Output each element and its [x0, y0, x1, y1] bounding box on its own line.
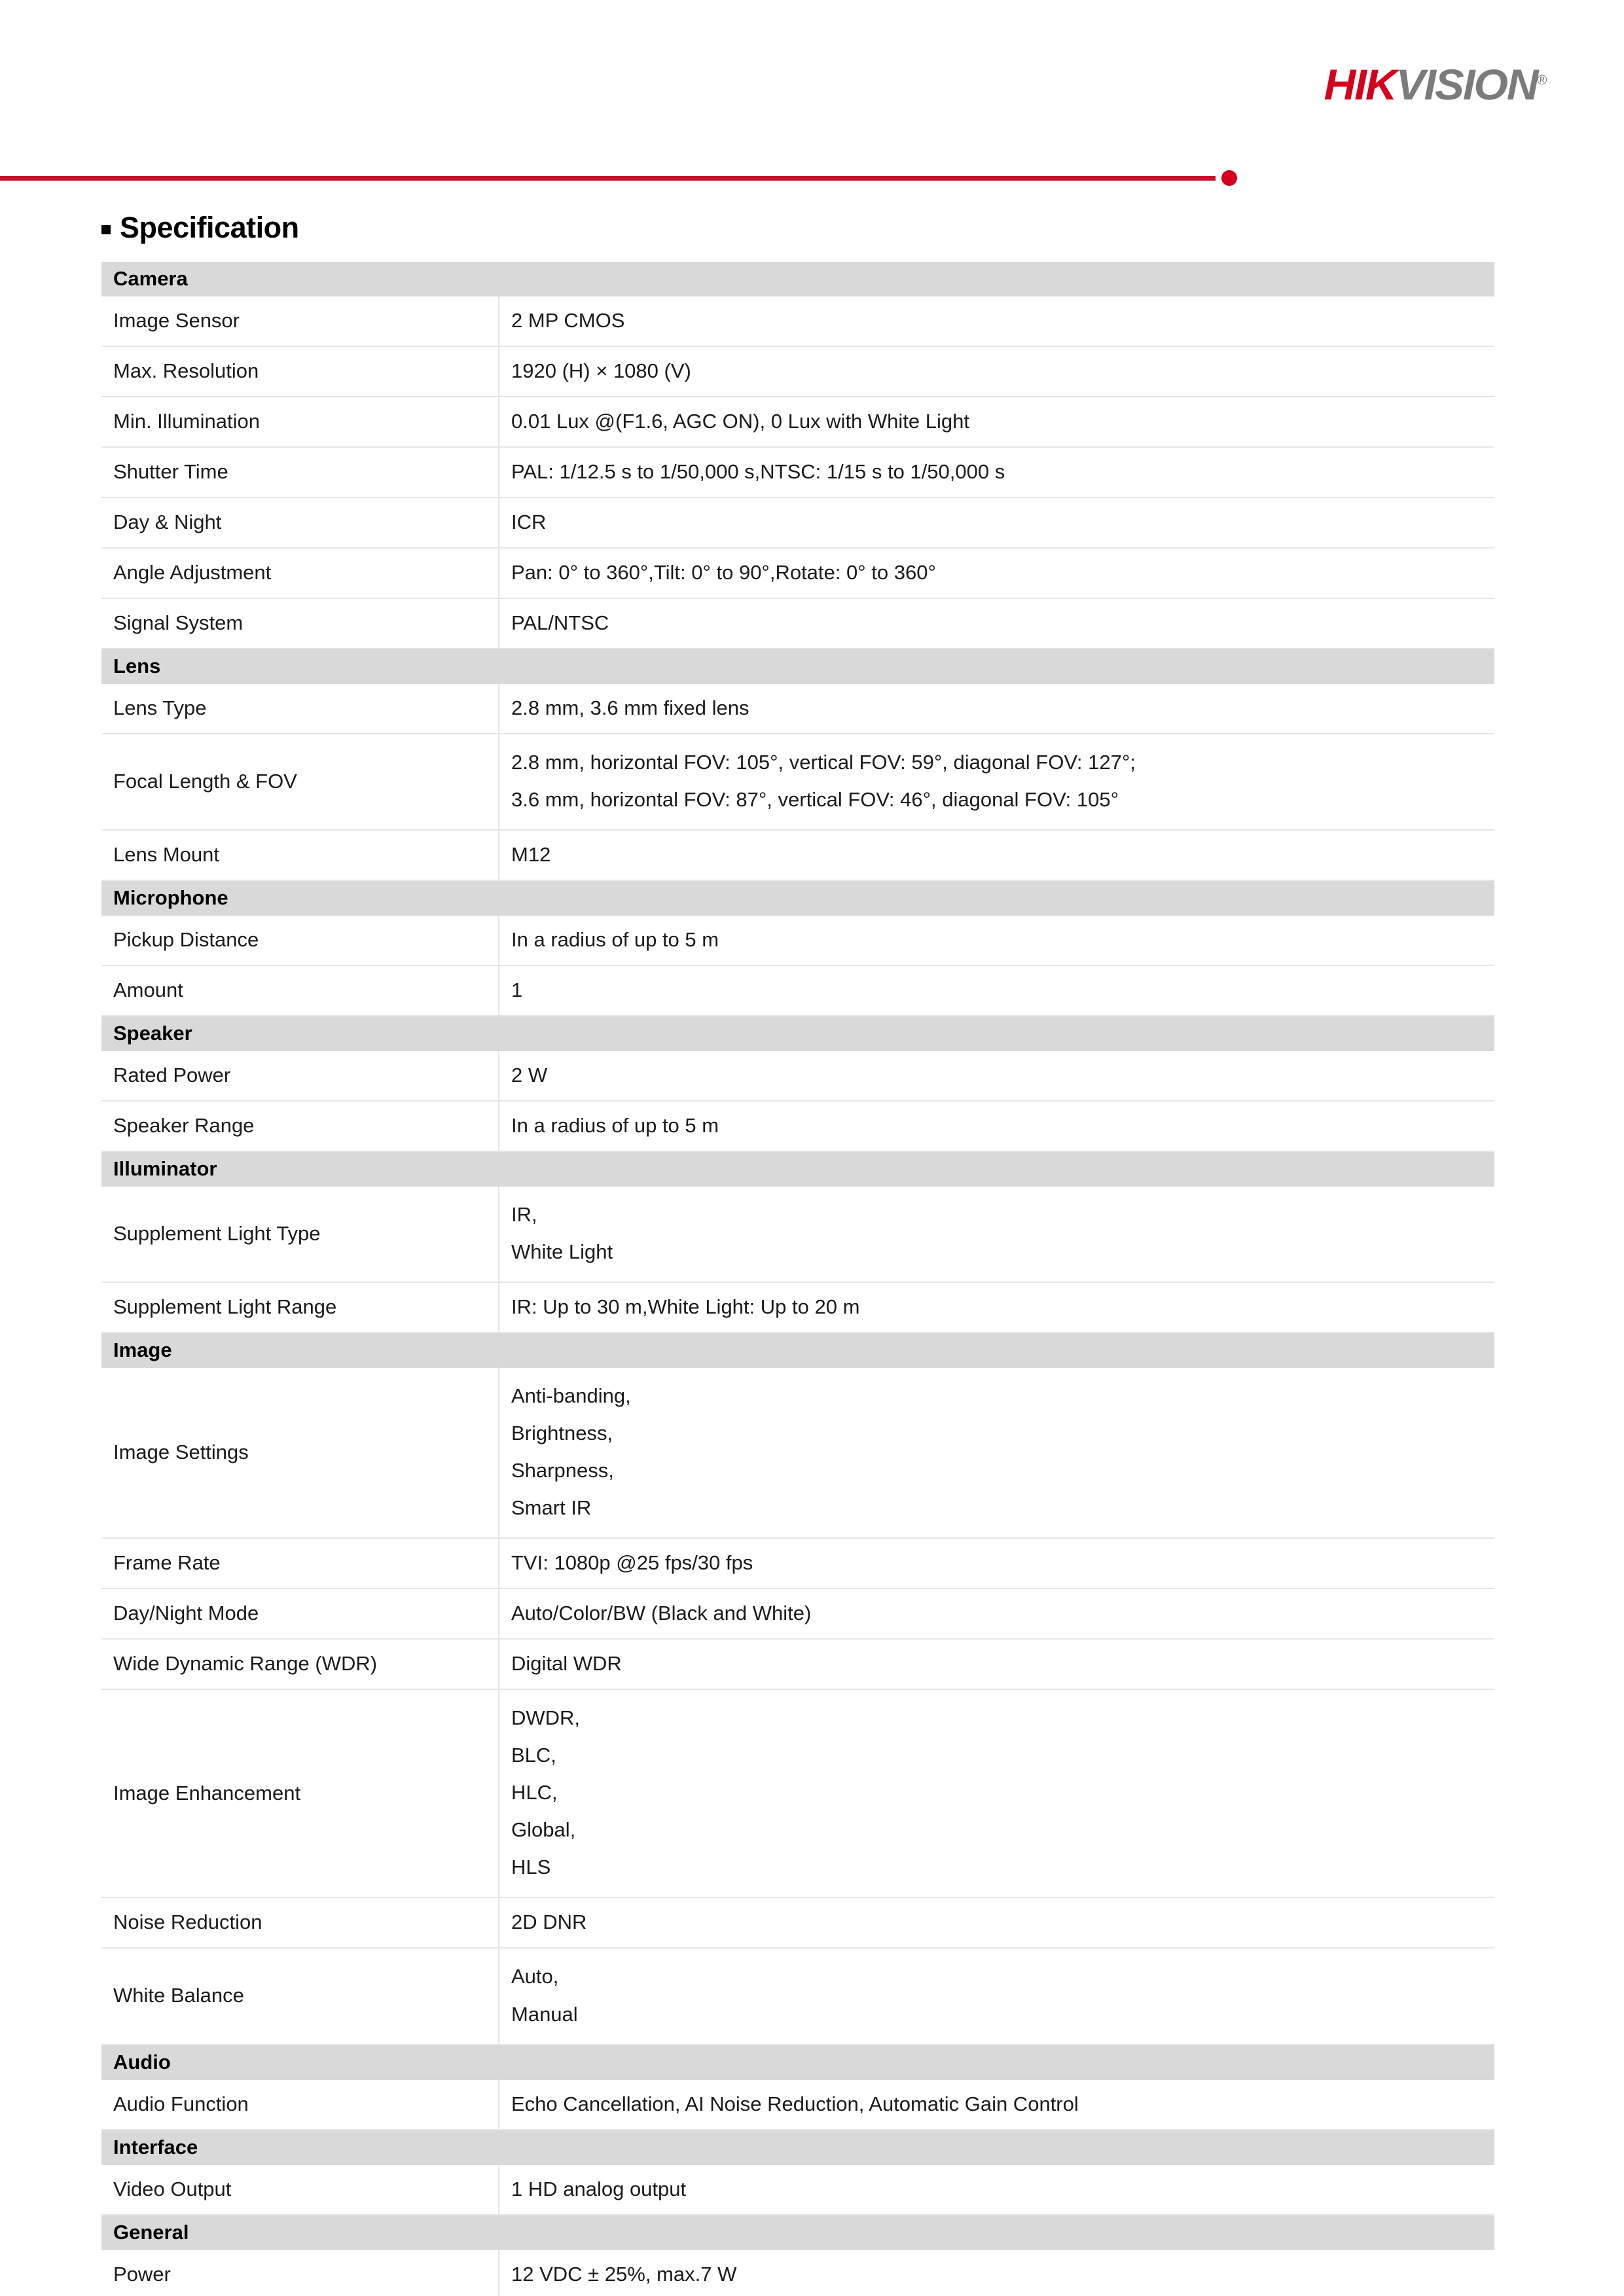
spec-value: 2 MP CMOS [499, 296, 1494, 346]
spec-label: Day/Night Mode [101, 1588, 499, 1639]
square-bullet-icon [101, 225, 111, 234]
table-row [101, 397, 1494, 447]
section-header-row [101, 2045, 1494, 2080]
table-row [101, 497, 1494, 548]
spec-value-line: HLC, [511, 1781, 558, 1804]
spec-value: 1920 (H) × 1080 (V) [499, 346, 1494, 397]
spec-value-line: Auto, [511, 1965, 559, 1988]
spec-value-line: 3.6 mm, horizontal FOV: 87°, vertical FOV: 46°, diagonal FOV: 105° [511, 788, 1119, 812]
spec-label: Supplement Light Type [101, 1187, 499, 1282]
registered-trademark-icon: ® [1537, 73, 1547, 88]
divider-line [0, 176, 1216, 181]
spec-label: Video Output [101, 2165, 499, 2215]
spec-value-lines [511, 744, 1483, 819]
spec-value: 1 HD analog output [499, 2165, 1494, 2215]
divider-dot-icon [1221, 170, 1237, 186]
spec-label: Max. Resolution [101, 346, 499, 397]
table-row [101, 1051, 1494, 1101]
section-header-label: Image [101, 1333, 1494, 1368]
section-header-row [101, 1333, 1494, 1368]
spec-label: Wide Dynamic Range (WDR) [101, 1639, 499, 1689]
table-row [101, 734, 1494, 830]
spec-value: Auto/Color/BW (Black and White) [499, 1588, 1494, 1639]
table-row [101, 830, 1494, 880]
spec-value-line: 2.8 mm, horizontal FOV: 105°, vertical FOV: 59°, diagonal FOV: 127°; [511, 751, 1136, 774]
table-row [101, 548, 1494, 598]
section-header-label: Lens [101, 649, 1494, 684]
spec-value-line: IR, [511, 1203, 537, 1227]
table-row [101, 1588, 1494, 1639]
spec-value-line: Manual [511, 2002, 578, 2026]
spec-value-lines [511, 1378, 1483, 1527]
page-title [101, 213, 299, 242]
spec-value: PAL: 1/12.5 s to 1/50,000 s,NTSC: 1/15 s to 1/50,000 s [499, 447, 1494, 497]
page-title-label: Specification [120, 211, 299, 244]
table-row [101, 2250, 1494, 2296]
section-header-row [101, 649, 1494, 684]
section-header-label: Camera [101, 262, 1494, 296]
specification-table-body [101, 262, 1494, 2296]
spec-label: Amount [101, 965, 499, 1016]
specification-table [101, 262, 1494, 2296]
spec-value-line: Global, [511, 1818, 576, 1842]
spec-label: Image Sensor [101, 296, 499, 346]
section-header-label: Illuminator [101, 1151, 1494, 1187]
section-header-label: General [101, 2215, 1494, 2250]
section-header-label: Microphone [101, 880, 1494, 916]
section-header-row [101, 880, 1494, 916]
table-row [101, 1639, 1494, 1689]
spec-value: 12 VDC ± 25%, max.7 W [499, 2250, 1494, 2296]
logo-hik-text: HIK [1324, 60, 1396, 109]
spec-label: Noise Reduction [101, 1897, 499, 1948]
spec-value-lines [511, 1700, 1483, 1886]
spec-value-line: Smart IR [511, 1496, 592, 1520]
section-header-label: Audio [101, 2045, 1494, 2080]
spec-value-lines [511, 1196, 1483, 1271]
table-row [101, 598, 1494, 649]
logo-wordmark [1324, 60, 1547, 109]
section-header-label: Interface [101, 2130, 1494, 2165]
table-row [101, 346, 1494, 397]
spec-label: Pickup Distance [101, 916, 499, 965]
spec-label: Focal Length & FOV [101, 734, 499, 830]
spec-value: 2D DNR [499, 1897, 1494, 1948]
spec-label: Image Settings [101, 1368, 499, 1538]
spec-label: Image Enhancement [101, 1689, 499, 1897]
spec-value-lines [511, 1958, 1483, 2033]
spec-value-line: BLC, [511, 1744, 556, 1767]
spec-value: In a radius of up to 5 m [499, 1101, 1494, 1151]
spec-label: Signal System [101, 598, 499, 649]
spec-value [499, 1689, 1494, 1897]
section-header-row [101, 2130, 1494, 2165]
table-row [101, 684, 1494, 734]
spec-value: ICR [499, 497, 1494, 548]
spec-value: M12 [499, 830, 1494, 880]
table-row [101, 296, 1494, 346]
spec-value-line: Brightness, [511, 1422, 613, 1445]
spec-label: Angle Adjustment [101, 548, 499, 598]
logo-vision-text: VISION [1396, 60, 1538, 109]
spec-label: Day & Night [101, 497, 499, 548]
spec-label: Lens Mount [101, 830, 499, 880]
spec-value-line: Sharpness, [511, 1459, 614, 1482]
table-row [101, 2165, 1494, 2215]
spec-value: 2 W [499, 1051, 1494, 1101]
table-row [101, 1689, 1494, 1897]
spec-value-line: HLS [511, 1856, 551, 1879]
spec-label: Frame Rate [101, 1538, 499, 1588]
spec-value-line: Anti-banding, [511, 1384, 631, 1408]
spec-label: Audio Function [101, 2080, 499, 2130]
table-row [101, 2080, 1494, 2130]
spec-value [499, 1368, 1494, 1538]
spec-label: Supplement Light Range [101, 1282, 499, 1333]
table-row [101, 1282, 1494, 1333]
section-header-row [101, 262, 1494, 296]
spec-label: Speaker Range [101, 1101, 499, 1151]
table-row [101, 916, 1494, 965]
spec-value [499, 1948, 1494, 2044]
spec-label: Shutter Time [101, 447, 499, 497]
table-row [101, 965, 1494, 1016]
section-header-row [101, 2215, 1494, 2250]
table-row [101, 1101, 1494, 1151]
spec-value [499, 1187, 1494, 1282]
spec-value: TVI: 1080p @25 fps/30 fps [499, 1538, 1494, 1588]
spec-value: In a radius of up to 5 m [499, 916, 1494, 965]
spec-value: Pan: 0° to 360°,Tilt: 0° to 90°,Rotate: 0° to 360° [499, 548, 1494, 598]
spec-value: Digital WDR [499, 1639, 1494, 1689]
spec-value: 0.01 Lux @(F1.6, AGC ON), 0 Lux with White Light [499, 397, 1494, 447]
spec-value: Echo Cancellation, AI Noise Reduction, Automatic Gain Control [499, 2080, 1494, 2130]
table-row [101, 1948, 1494, 2044]
spec-label: Lens Type [101, 684, 499, 734]
section-header-row [101, 1151, 1494, 1187]
table-row [101, 447, 1494, 497]
spec-label: Power [101, 2250, 499, 2296]
spec-value-line: White Light [511, 1240, 613, 1264]
section-header-row [101, 1016, 1494, 1051]
table-row [101, 1368, 1494, 1538]
spec-label: Min. Illumination [101, 397, 499, 447]
spec-label: White Balance [101, 1948, 499, 2044]
spec-value [499, 734, 1494, 830]
spec-value-line: DWDR, [511, 1706, 581, 1730]
spec-value: PAL/NTSC [499, 598, 1494, 649]
section-header-label: Speaker [101, 1016, 1494, 1051]
header-divider [0, 168, 1624, 194]
spec-label: Rated Power [101, 1051, 499, 1101]
table-row [101, 1538, 1494, 1588]
spec-value: IR: Up to 30 m,White Light: Up to 20 m [499, 1282, 1494, 1333]
hikvision-logo [1283, 60, 1547, 115]
table-row [101, 1187, 1494, 1282]
spec-value: 2.8 mm, 3.6 mm fixed lens [499, 684, 1494, 734]
table-row [101, 1897, 1494, 1948]
spec-value: 1 [499, 965, 1494, 1016]
